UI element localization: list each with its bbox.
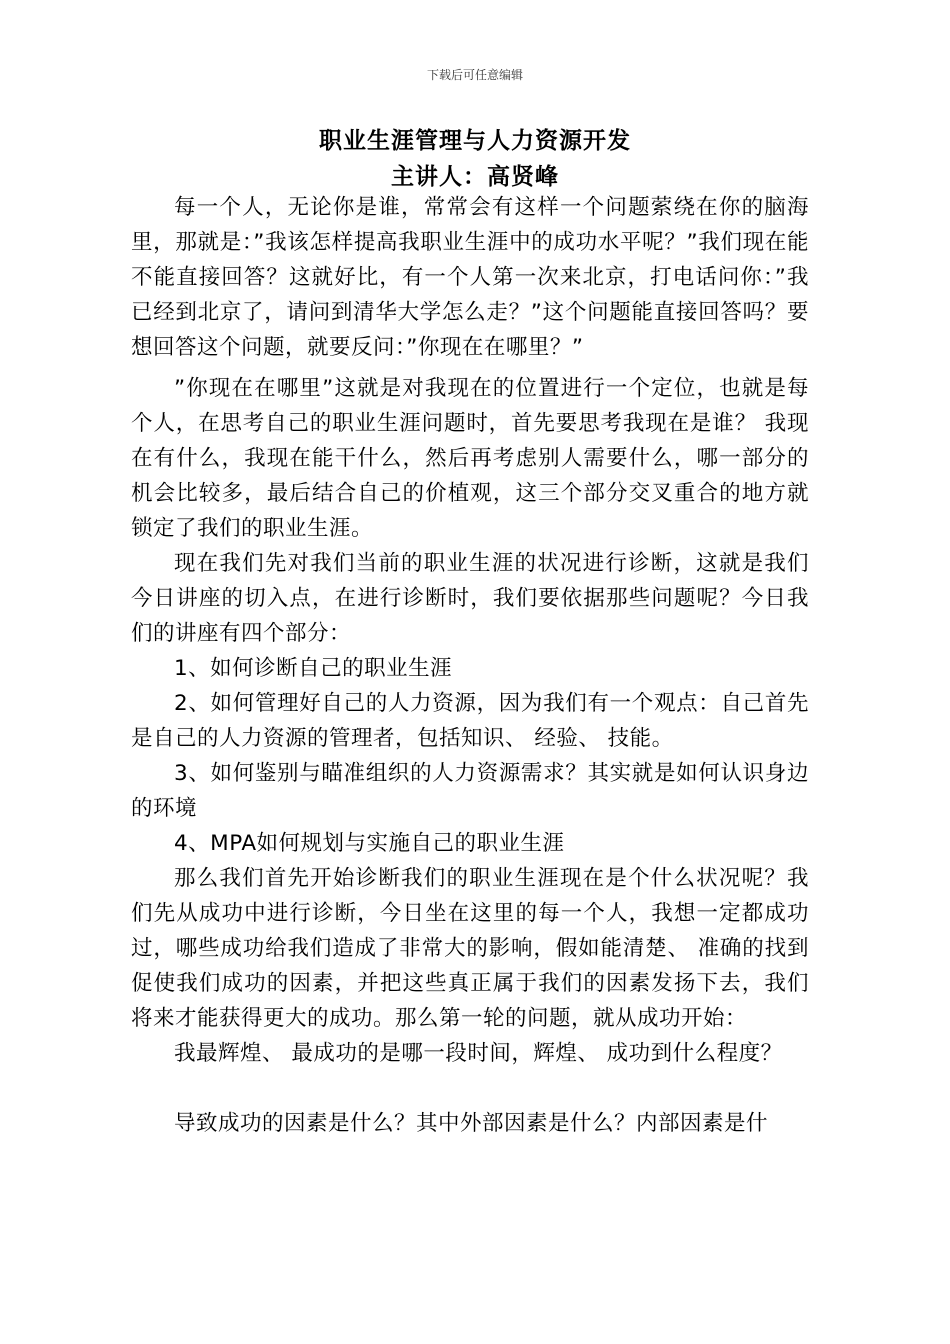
paragraph-intro: 每一个人，无论你是谁，常常会有这样一个问题萦绕在你的脑海里，那就是：”我该怎样提高我职业生涯中的成功水平呢？”我们现在能不能直接回答？这就好比，有一个人第一次来北京，打电话问你：”我已经到北京了，请问到清华大学怎么走？”这个问题能直接回答吗？要想回答这个问题，就要反问：”你现在在哪里？” <box>131 195 809 360</box>
paragraph-diagnosis: 现在我们先对我们当前的职业生涯的状况进行诊断，这就是我们今日讲座的切入点，在进行诊断时，我们要依据那些问题呢？今日我们的讲座有四个部分： <box>131 551 809 646</box>
document-body <box>131 190 809 1141</box>
paragraph-success: 那么我们首先开始诊断我们的职业生涯现在是个什么状况呢？我们先从成功中进行诊断，今日坐在这里的每一个人，我想一定都成功过，哪些成功给我们造成了非常大的影响，假如能清楚、 准确的找到促使我们成功的因素，并把这些真正属于我们的因素发扬下去，我们将来才能获得更大的成功。那么第一轮的问题，就从成功开始： <box>131 866 809 1031</box>
question-2: 导致成功的因素是什么？其中外部因素是什么？内部因素是什 <box>174 1111 769 1136</box>
question-1: 我最辉煌、 最成功的是哪一段时间，辉煌、 成功到什么程度？ <box>174 1041 783 1066</box>
list-item-4: 4、MPA如何规划与实施自己的职业生涯 <box>174 831 565 856</box>
list-item-2: 2、如何管理好自己的人力资源，因为我们有一个观点：自己首先是自己的人力资源的管理者，包括知识、 经验、 技能。 <box>131 691 809 751</box>
paragraph-position: ”你现在在哪里”这就是对我现在的位置进行一个定位，也就是每个人，在思考自己的职业生涯问题时，首先要思考我现在是谁？ 我现在有什么，我现在能干什么，然后再考虑别人需要什么，哪一部分的机会比较多，最后结合自己的价植观，这三个部分交叉重合的地方就锁定了我们的职业生涯。 <box>131 376 809 541</box>
list-item-3: 3、如何鉴别与瞄准组织的人力资源需求？其实就是如何认识身边的环境 <box>131 761 809 821</box>
speaker-line: 主讲人：高贤峰 <box>391 164 559 190</box>
document-title: 职业生涯管理与人力资源开发 <box>319 128 631 154</box>
list-item-1: 1、如何诊断自己的职业生涯 <box>174 656 453 681</box>
header-note: 下载后可任意编辑 <box>426 68 523 82</box>
